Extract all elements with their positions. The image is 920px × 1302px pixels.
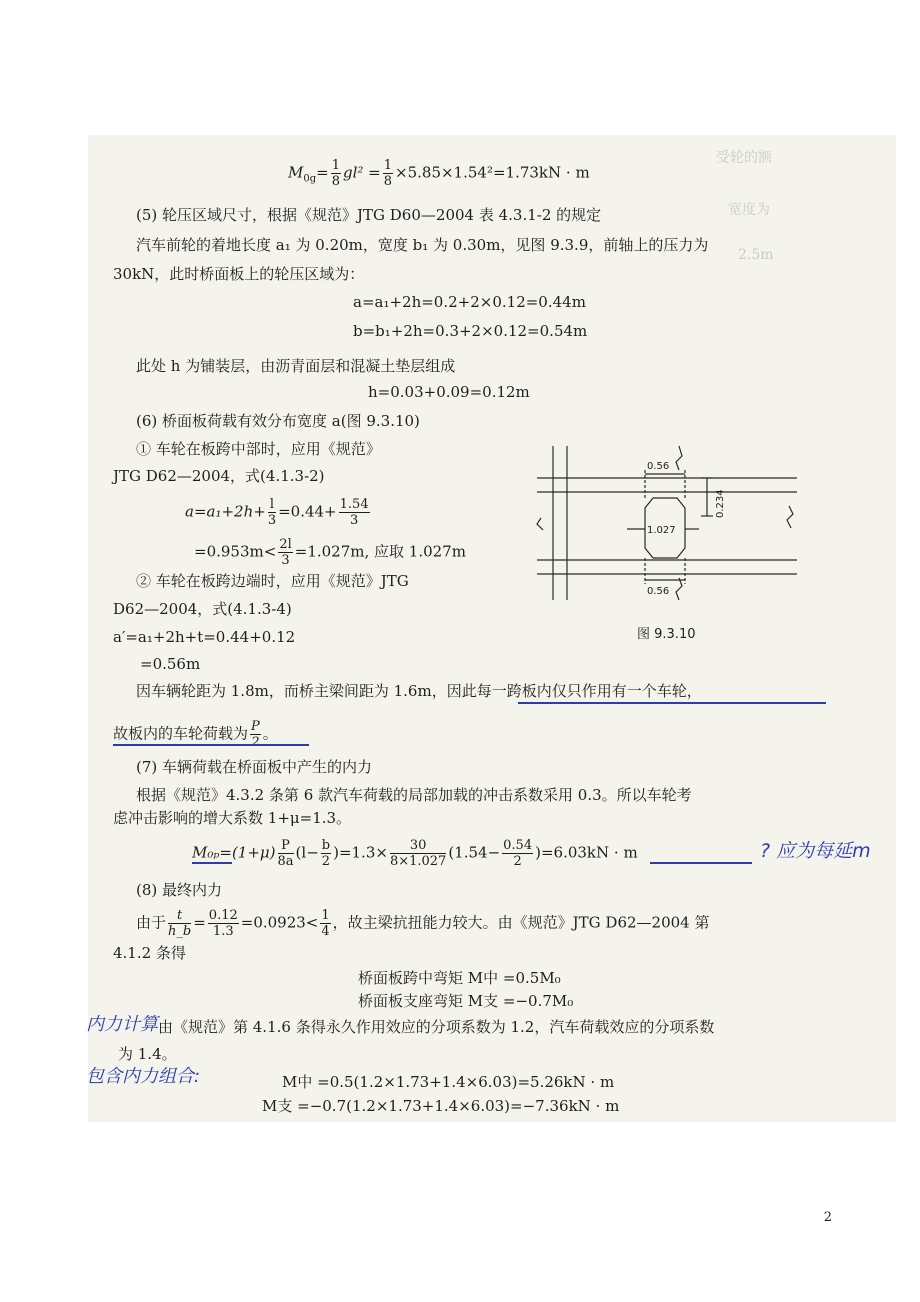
section6-case1: ① 车轮在板跨中部时，应用《规范》 [136,440,381,458]
figure-dim-top: 0.56 [647,461,670,472]
handwritten-underline [113,744,309,746]
page-number: 2 [823,1210,832,1225]
handwritten-underline [518,702,826,704]
handwritten-margin-note: 内力计算 [86,1014,158,1035]
handwritten-underline [192,862,232,864]
equation-moment-mid: 桥面板跨中弯矩 M中 =0.5M₀ [358,969,561,987]
figure-dim-bottom: 0.56 [647,586,670,597]
equation-moment-support: 桥面板支座弯矩 M支 =−0.7M₀ [358,992,574,1010]
bleed-through-text: 宽度为 [728,202,770,218]
section7-paragraph: 根据《规范》4.3.2 条第 6 款汽车荷载的局部加载的冲击系数采用 0.3。所以车轮考 [136,786,692,804]
section5-paragraph: 30kN，此时桥面板上的轮压区域为： [113,265,365,283]
figure-caption: 图 9.3.10 [637,627,696,642]
bleed-through-text: 2.5m [738,247,774,263]
equation-a-prime-result: =0.56m [140,655,201,673]
equation-result-support: M支 =−0.7(1.2×1.73+1.4×6.03)=−7.36kN · m [262,1097,620,1115]
figure-9-3-10 [527,440,817,655]
equation-a-mid: a=a₁+2h+ $\frac{l}{3}$ =0.44+ $\frac{1.54}{3}$ [185,497,369,528]
section8-paragraph: 为 1.4。 [118,1045,177,1063]
section6-conclusion: 故板内的车轮荷载为 $\frac{P}{2}$ 。 [113,719,278,750]
section8-paragraph: 由《规范》第 4.1.6 条得永久作用效应的分项系数为 1.2，汽车荷载效应的分项系数 [158,1018,715,1036]
section8-heading: (8) 最终内力 [136,881,223,899]
equation-a-check: =0.953m< $\frac{2l}{3}$ =1.027m, 应取 1.027m [194,537,466,568]
section6-case2: ② 车轮在板跨边端时，应用《规范》JTG [136,572,409,590]
equation-a-prime: a′=a₁+2h+t=0.44+0.12 [113,628,296,646]
equation-m0g: $M_{0g}=$ $\frac{1}{8}$ gl² = $\frac{1}{8}$ ×5.85×1.54²=1.73kN · m [288,158,590,189]
section5-heading: (5) 轮压区域尺寸，根据《规范》JTG D60—2004 表 4.3.1-2 的规定 [136,206,602,224]
figure-dim-side: 0.234 [715,489,726,518]
bleed-through-text: 受轮的额 [716,150,772,166]
handwritten-note: ? 应为每延m [760,840,871,862]
equation-b: b=b₁+2h=0.3+2×0.12=0.54m [353,322,588,340]
section5-paragraph: 此处 h 为铺装层，由沥青面层和混凝土垫层组成 [136,357,456,375]
equation-m0p: M₀ₚ=(1+μ) $\frac{P}{8a}$ (l− $\frac{b}{2}$ )=1.3× $\frac{30}{8\times 1.027}$ (1.54− $\frac{0.54}{2}$ )=6.03kN · m [192,838,638,869]
section8-paragraph: 4.1.2 条得 [113,944,186,962]
section7-heading: (7) 车辆荷载在桥面板中产生的内力 [136,758,373,776]
equation-result-mid: M中 =0.5(1.2×1.73+1.4×6.03)=5.26kN · m [282,1073,615,1091]
section6-case1: JTG D62—2004，式(4.1.3-2) [113,467,325,485]
section6-heading: (6) 桥面板荷载有效分布宽度 a(图 9.3.10) [136,412,420,430]
figure-dim-width: 1.027 [647,525,676,536]
equation-a: a=a₁+2h=0.2+2×0.12=0.44m [353,293,586,311]
equation-h: h=0.03+0.09=0.12m [368,383,530,401]
section5-paragraph: 汽车前轮的着地长度 a₁ 为 0.20m，宽度 b₁ 为 0.30m，见图 9.3.9，前轴上的压力为 [136,236,709,254]
handwritten-underline [650,862,752,864]
section6-case2: D62—2004，式(4.1.3-4) [113,600,292,618]
section7-paragraph: 虑冲击影响的增大系数 1+μ=1.3。 [113,809,352,827]
section6-conclusion: 因车辆轮距为 1.8m，而桥主梁间距为 1.6m，因此每一跨板内仅只作用有一个车轮， [136,682,702,700]
section8-paragraph: 由于 $\frac{t}{h\_b}$ = $\frac{0.12}{1.3}$ =0.0923< $\frac{1}{4}$ ，故主梁抗扭能力较大。由《规范》JTG D62—2004 第 [136,908,710,939]
handwritten-margin-note: 包含内力组合: [86,1066,201,1087]
